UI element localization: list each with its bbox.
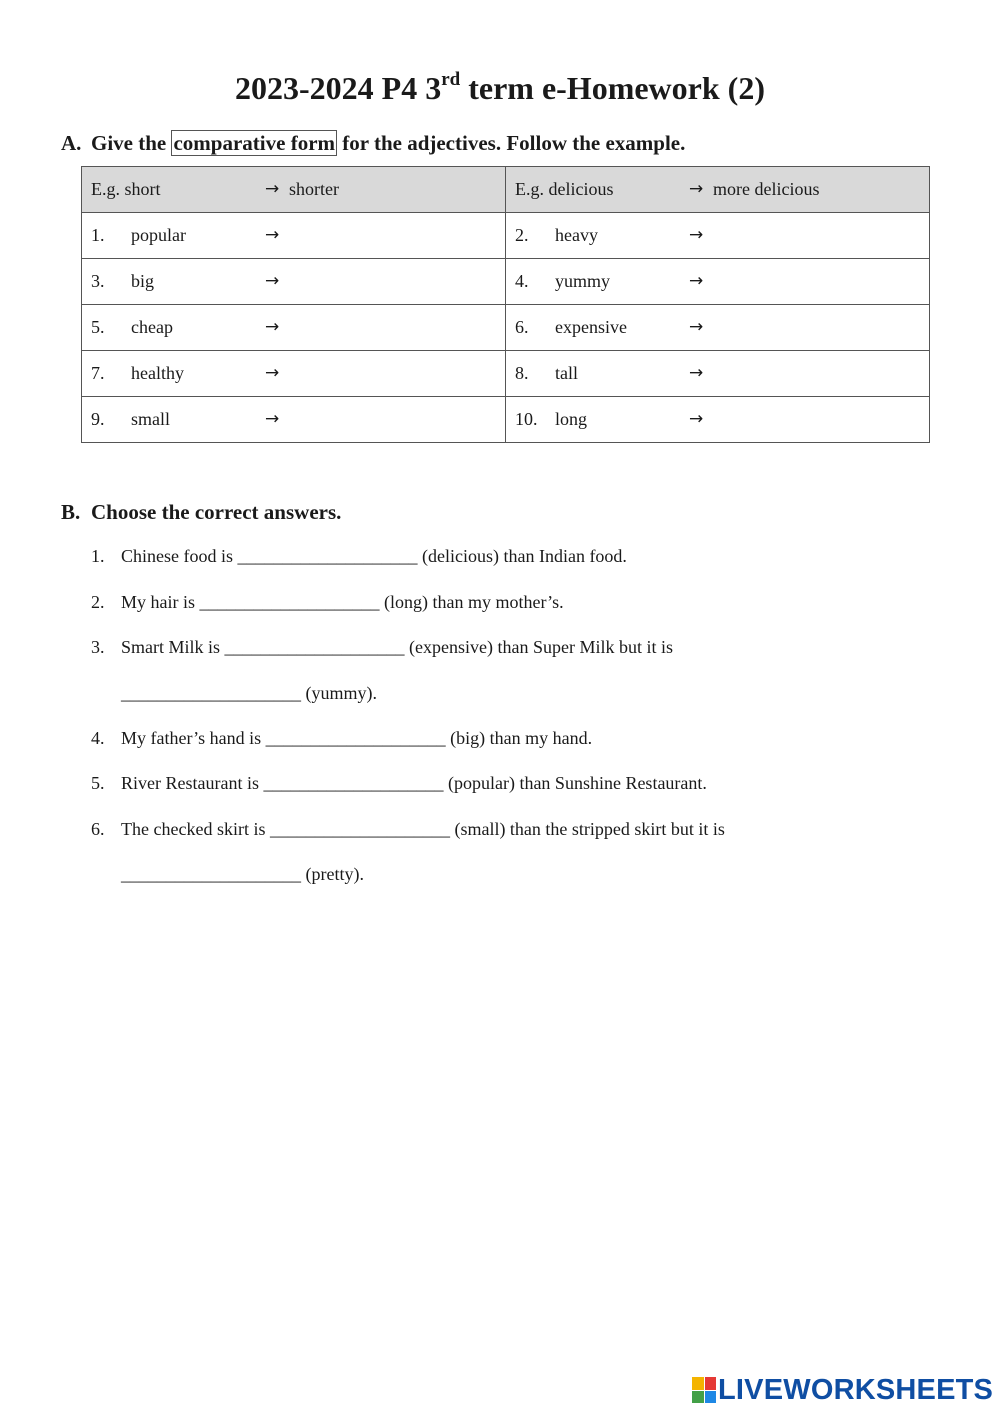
item-adjective: long [555, 409, 588, 429]
item-number: 8. [515, 363, 529, 383]
question-item[interactable]: 5. River Restaurant is ____________________ (popular) than Sunshine Restaurant. [91, 773, 707, 793]
arrow-icon: → [689, 317, 704, 337]
item-adjective: yummy [555, 271, 611, 291]
arrow-icon: → [689, 271, 704, 291]
question-item[interactable]: 4. My father’s hand is ____________________ (big) than my hand. [91, 728, 593, 748]
item-number: 7. [91, 363, 105, 383]
arrow-icon: → [265, 363, 280, 383]
example-answer: more delicious [713, 179, 820, 199]
arrow-icon: → [689, 409, 704, 429]
logo-text: LIVEWORKSHEETS [718, 1373, 994, 1406]
item-number: 10. [515, 409, 538, 429]
question-item[interactable]: 2. My hair is ____________________ (long) than my mother’s. [91, 592, 564, 612]
arrow-icon: → [689, 363, 704, 383]
arrow-icon: → [265, 179, 280, 199]
section-b-heading: B. Choose the correct answers. [61, 500, 342, 524]
table-row [82, 305, 930, 351]
table-row [82, 259, 930, 305]
example-word: E.g. delicious [515, 179, 614, 199]
section-a-heading: A. Give the comparative form for the adjectives. Follow the example. [61, 131, 686, 155]
item-adjective: small [131, 409, 170, 429]
item-adjective: popular [131, 225, 186, 245]
item-number: 5. [91, 317, 105, 337]
item-number: 6. [515, 317, 529, 337]
item-adjective: tall [555, 363, 578, 383]
item-adjective: healthy [131, 363, 184, 383]
item-number: 9. [91, 409, 105, 429]
highlighted-term: comparative form [173, 131, 336, 155]
item-number: 3. [91, 271, 105, 291]
arrow-icon: → [689, 225, 704, 245]
arrow-icon: → [689, 179, 704, 199]
example-answer: shorter [289, 179, 339, 199]
item-adjective: big [131, 271, 155, 291]
question-item[interactable]: 1. Chinese food is ____________________ (delicious) than Indian food. [91, 546, 627, 566]
item-adjective: expensive [555, 317, 627, 337]
question-item[interactable]: 6. The checked skirt is ____________________ (small) than the stripped skirt but it is [91, 819, 725, 839]
arrow-icon: → [265, 409, 280, 429]
question-item[interactable]: 3. Smart Milk is ____________________ (expensive) than Super Milk but it is [91, 637, 673, 657]
liveworksheets-logo [692, 1374, 993, 1406]
example-row [82, 167, 930, 213]
table-row [82, 351, 930, 397]
comparative-table [81, 166, 930, 443]
page-title: 2023-2024 P4 3rd term e-Homework (2) [235, 69, 765, 106]
table-row [82, 213, 930, 259]
item-number: 1. [91, 225, 105, 245]
question-continuation[interactable]: ____________________ (pretty). [121, 864, 364, 884]
item-adjective: cheap [131, 317, 173, 337]
arrow-icon: → [265, 271, 280, 291]
item-adjective: heavy [555, 225, 598, 245]
item-number: 4. [515, 271, 529, 291]
arrow-icon: → [265, 317, 280, 337]
logo-blocks-icon [692, 1377, 716, 1403]
example-word: E.g. short [91, 179, 161, 199]
arrow-icon: → [265, 225, 280, 245]
item-number: 2. [515, 225, 529, 245]
table-row [82, 397, 930, 443]
question-continuation[interactable]: ____________________ (yummy). [121, 683, 377, 703]
